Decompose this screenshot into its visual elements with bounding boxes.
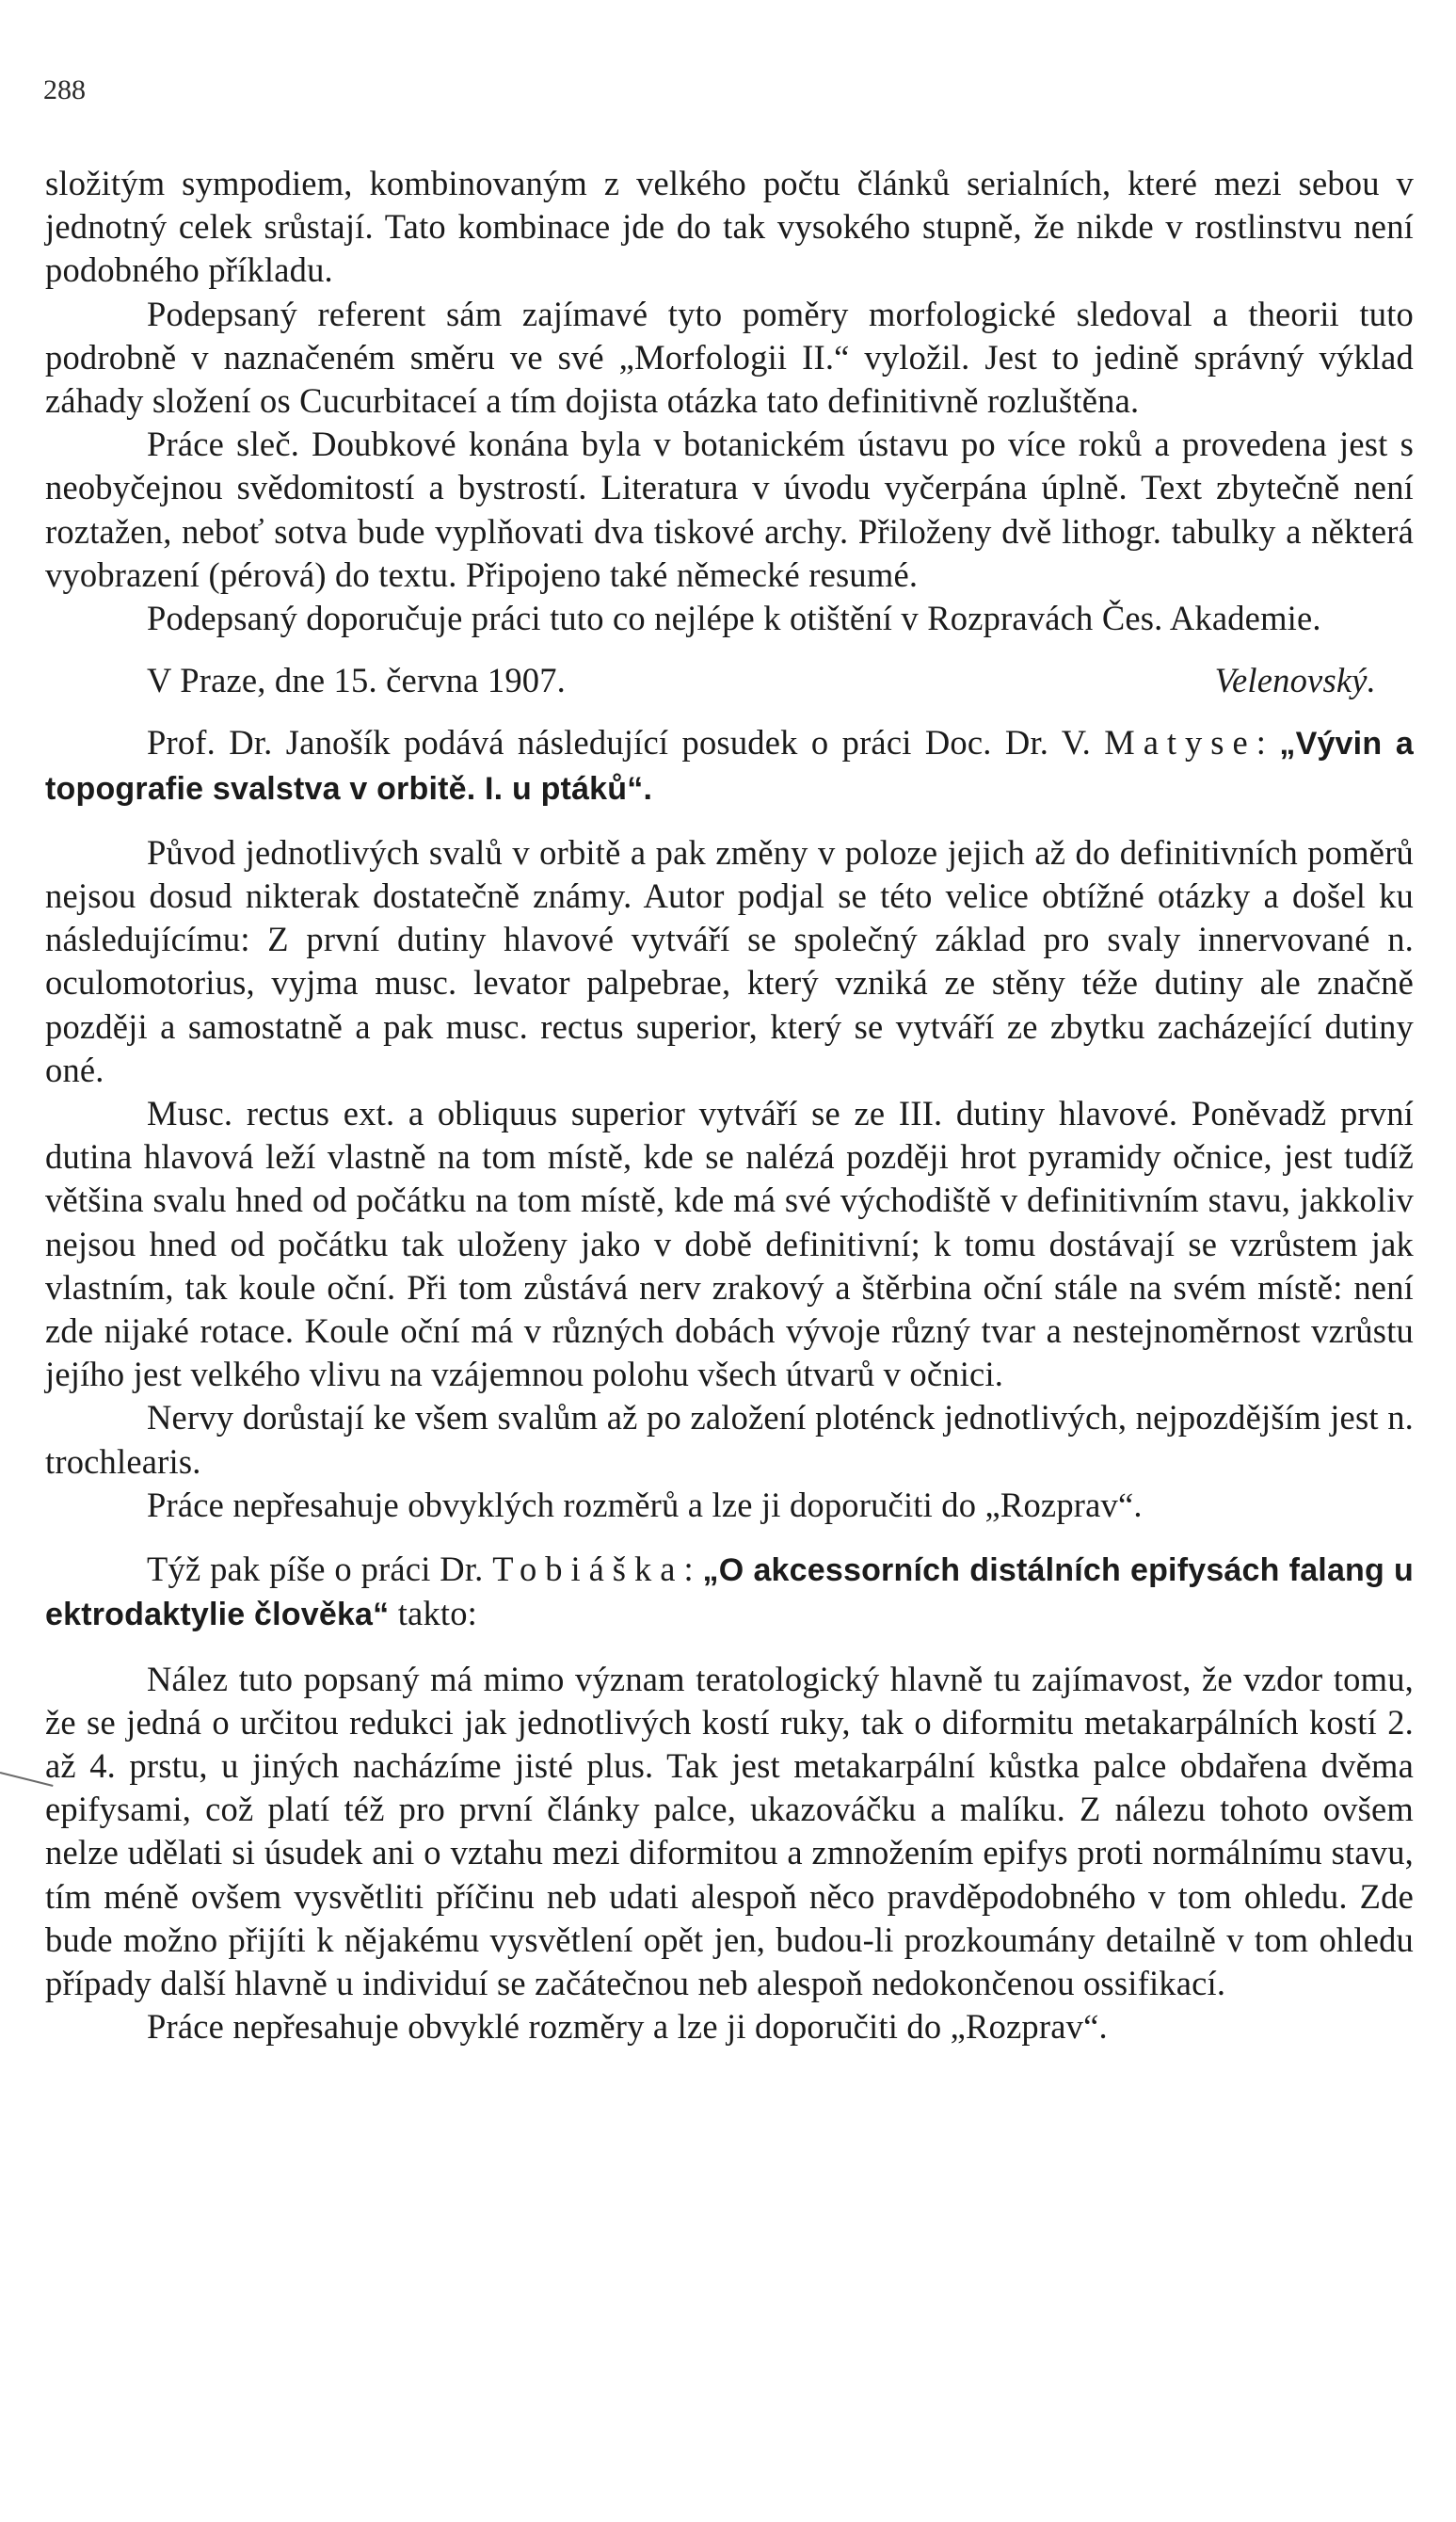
author-name-matys: Matyse	[1104, 723, 1256, 763]
work-title-tobiasek: „O akcessorních distálních epifysách falang u ektrodaktylie člověka“	[45, 1552, 1415, 1633]
tobiasek-tail: takto:	[397, 1594, 478, 1633]
paragraph-referent: Podepsaný referent sám zajímavé tyto poměry morfologické sledoval a theorii tuto podrobně v naznačeném směru ve své „Morfologii II.“ vyložil. Jest to jedině správný výklad záhady složení os Cucurbitaceí a tím dojista otázka tato definitivně rozluštěna.	[45, 294, 1414, 421]
work-title-matys: „Vývin a topografie svalstva v orbitě. I. u ptáků“.	[45, 726, 1415, 807]
janosik-intro-text: Prof. Dr. Janošík podává následující posudek o práci Doc. Dr. V.	[147, 723, 1091, 763]
paragraph-origin-muscles: Původ jednotlivých svalů v orbitě a pak změny v poloze jejich až do definitivních poměrů nejsou dosud nikterak dostatečně známy. Autor podjal se této velice obtížné otázky a došel ku následujícímu: Z první dutiny hlavové vytváří se společný základ pro svaly innervované n. oculomotorius, vyjma musc. levator palpebrae, který vzniká ze stěny téže dutiny ale značně později a samostatně a pak musc. rectus superior, který se vytváří ze zbytku zacházející dutiny oné.	[45, 832, 1414, 1089]
body-text	[45, 162, 1414, 2048]
paragraph-nerves: Nervy dorůstají ke všem svalům až po založení ploténck jednotlivých, nejpozdějším jest n. trochlearis.	[45, 1398, 1414, 1481]
paragraph-rectus: Musc. rectus ext. a obliquus superior vytváří se ze III. dutiny hlavové. Poněvadž první dutina hlavová leží vlastně na tom místě, kde se nalézá později hrot pyramidy očnice, jest tudíž většina svalu hned od počátku na tom místě, kde má své východiště v definitivním stavu, jakkoliv nejsou hned od počátku tak uloženy jako v době definitivní; k tomu dostávají se vzrůstem jak vlastním, tak koule oční. Při tom zůstává nerv zrakový a štěrbina oční stále na svém místě: není zde nijaké rotace. Koule oční má v různých dobách vývoje různý tvar a nestejnoměrnost vzrůstu jejího jest velkého vlivu na vzájemnou polohu všech útvarů v očnici.	[45, 1094, 1414, 1394]
tobiasek-colon: :	[683, 1550, 694, 1589]
page-number: 288	[43, 74, 86, 105]
paragraph-continuation: složitým sympodiem, kombinovaným z velkého počtu článků serialních, které mezi sebou v jednotný celek srůstají. Tato kombinace jde do tak vysokého stupně, že nikde v rostlinstvu není podobného příkladu.	[45, 164, 1414, 290]
date-line: V Praze, dne 15. června 1907.	[147, 661, 567, 700]
signature: Velenovský.	[1214, 661, 1376, 700]
date-signature-line	[45, 659, 1414, 702]
author-colon: :	[1256, 723, 1267, 763]
tobiasek-intro-text: Týž pak píše o práci Dr.	[147, 1550, 484, 1589]
paragraph-finding: Nález tuto popsaný má mimo význam teratologický hlavně tu zajímavost, že vzdor tomu, že se jedná o určitou redukci jak jednotlivých kostí ruky, tak o diformitu metakarpálních kostí 2. až 4. prstu, u jiných nacházíme jisté plus. Tak jest metakarpální kůstka palce obdařena dvěma epifysami, což platí též pro první články palce, ukazováčku a malíku. Z nálezu tohoto ovšem nelze udělati si úsudek ani o vztahu mezi diformitou a zmnožením epifys proti normálnímu stavu, tím méně ovšem vysvětliti příčinu neb udati alespoň něco pravděpodobného v tom ohledu. Zde bude možno přijíti k nějakému vysvětlení opět jen, budou-li prozkoumány detailně v tom ohledu případy další hlavně u individuí se začátečnou neb alespoň nedokončenou ossifikací.	[45, 1659, 1414, 2002]
paragraph-tobiasek-verdict: Práce nepřesahuje obvyklé rozměry a lze ji doporučiti do „Rozprav“.	[147, 2007, 1108, 2047]
paragraph-doubkova: Práce sleč. Doubkové konána byla v botanickém ústavu po více roků a provedena jest s neobyčejnou svědomitostí a bystrostí. Literatura v úvodu vyčerpána úplně. Text zbytečně není roztažen, neboť sotva bude vyplňovati dva tiskové archy. Přiloženy dvě lithogr. tabulky a některá vyobrazení (pérová) do textu. Připojeno také německé resumé.	[45, 425, 1414, 594]
author-name-tobiasek: Tobiáška	[492, 1550, 684, 1589]
paragraph-tobiasek-intro	[45, 1548, 1414, 1636]
paragraph-matys-verdict: Práce nepřesahuje obvyklých rozměrů a lze ji doporučiti do „Rozprav“.	[147, 1485, 1143, 1524]
paragraph-janosik-intro	[45, 721, 1414, 810]
paragraph-recommendation: Podepsaný doporučuje práci tuto co nejlépe k otištění v Rozpravách Čes. Akademie.	[147, 599, 1321, 638]
